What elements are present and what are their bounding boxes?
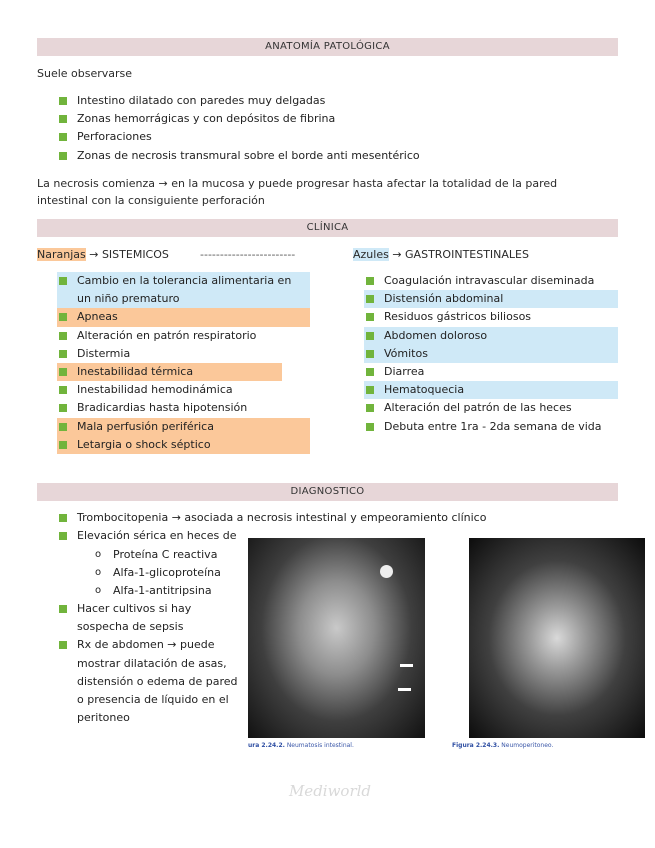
- necrosis-paragraph-line1: La necrosis comienza → en la mucosa y puede progresar hasta afectar la totalidad de la pared: [37, 177, 558, 190]
- list-item-text: un niño prematuro: [77, 292, 180, 306]
- list-item-continuation: o presencia de líquido en el: [77, 693, 229, 707]
- legend-right-text: → GASTROINTESTINALES: [388, 248, 529, 261]
- list-item-continuation: sospecha de sepsis: [77, 620, 184, 634]
- list-item: Elevación sérica en heces de: [57, 527, 486, 545]
- list-item: Alteración del patrón de las heces: [364, 399, 618, 417]
- dash-separator: ------------------------: [200, 248, 296, 261]
- list-item: Distensión abdominal: [364, 290, 618, 308]
- section-header-clinica: CLÍNICA: [37, 219, 618, 237]
- list-item: Trombocitopenia → asociada a necrosis intestinal y empeoramiento clínico: [57, 509, 486, 527]
- watermark: Mediworld: [288, 782, 372, 800]
- list-item: Inestabilidad hemodinámica: [57, 381, 310, 399]
- list-item: Zonas de necrosis transmural sobre el borde anti mesentérico: [57, 147, 420, 165]
- sub-list-item: o Alfa-1-antitripsina: [93, 582, 221, 600]
- list-item: Diarrea: [364, 363, 618, 381]
- list-item: Zonas hemorrágicas y con depósitos de fibrina: [57, 110, 420, 128]
- list-item-continuation: mostrar dilatación de asas,: [77, 656, 227, 670]
- caption-figure-1: [248, 742, 354, 749]
- list-item: Abdomen doloroso: [364, 327, 618, 345]
- list-item-continuation: peritoneo: [77, 711, 130, 725]
- list-item-continuation: distensión o edema de pared: [77, 674, 238, 688]
- caption-number: ura 2.24.2.: [248, 742, 285, 749]
- list-item: Letargia o shock séptico: [57, 436, 310, 454]
- legend-right: [353, 248, 529, 262]
- list-item-continuation: [57, 290, 310, 308]
- list-item: Intestino dilatado con paredes muy delgadas: [57, 92, 420, 110]
- marker-dot: [380, 565, 393, 578]
- legend-left-text: → SISTEMICOS: [85, 248, 169, 261]
- caption-number: Figura 2.24.3.: [452, 742, 500, 749]
- section-header-diagnostico: DIAGNOSTICO: [37, 483, 618, 501]
- caption-text: Neumatosis intestinal.: [284, 742, 354, 749]
- list-item: Rx de abdomen → puede: [57, 636, 238, 654]
- list-item: Residuos gástricos biliosos: [364, 308, 618, 326]
- intro-text: Suele observarse: [37, 67, 133, 80]
- list-item: Debuta entre 1ra - 2da semana de vida: [364, 418, 618, 436]
- list-item: Bradicardias hasta hipotensión: [57, 399, 310, 417]
- arrow-marker: [398, 688, 411, 691]
- caption-text: Neumoperitoneo.: [499, 742, 554, 749]
- arrow-marker: [400, 664, 413, 667]
- list-item: Cambio en la tolerancia alimentaria en: [57, 272, 310, 290]
- list-item: Mala perfusión periférica: [57, 418, 310, 436]
- gastrointestinales-list: [364, 272, 618, 436]
- sub-list-item: o Alfa-1-glicoproteína: [93, 564, 221, 582]
- xray-neumatosis-image: [248, 538, 425, 738]
- list-item: Hematoquecia: [364, 381, 618, 399]
- list-item: Coagulación intravascular diseminada: [364, 272, 618, 290]
- legend-left: [37, 248, 169, 262]
- legend-blue-label: Azules: [353, 248, 389, 261]
- sub-list-item: o Proteína C reactiva: [93, 546, 221, 564]
- list-item: Alteración en patrón respiratorio: [57, 327, 310, 345]
- serum-markers-list: [93, 546, 221, 600]
- section-header-anatomia: ANATOMÍA PATOLÓGICA: [37, 38, 618, 56]
- anatomia-list: [57, 92, 420, 165]
- sistemicos-list: [57, 272, 310, 454]
- xray-neumoperitoneo-image: [469, 538, 645, 738]
- legend-orange-label: Naranjas: [37, 248, 86, 261]
- list-item: Distermia: [57, 345, 310, 363]
- list-item: Perforaciones: [57, 128, 420, 146]
- list-item: Vómitos: [364, 345, 618, 363]
- list-item: Hacer cultivos si hay: [57, 600, 238, 618]
- diagnostico-list-bottom: [57, 600, 238, 727]
- list-item: Apneas: [57, 308, 310, 326]
- list-item: Inestabilidad térmica: [57, 363, 282, 381]
- caption-figure-2: [452, 742, 553, 749]
- necrosis-paragraph-line2: intestinal con la consiguiente perforación: [37, 194, 265, 207]
